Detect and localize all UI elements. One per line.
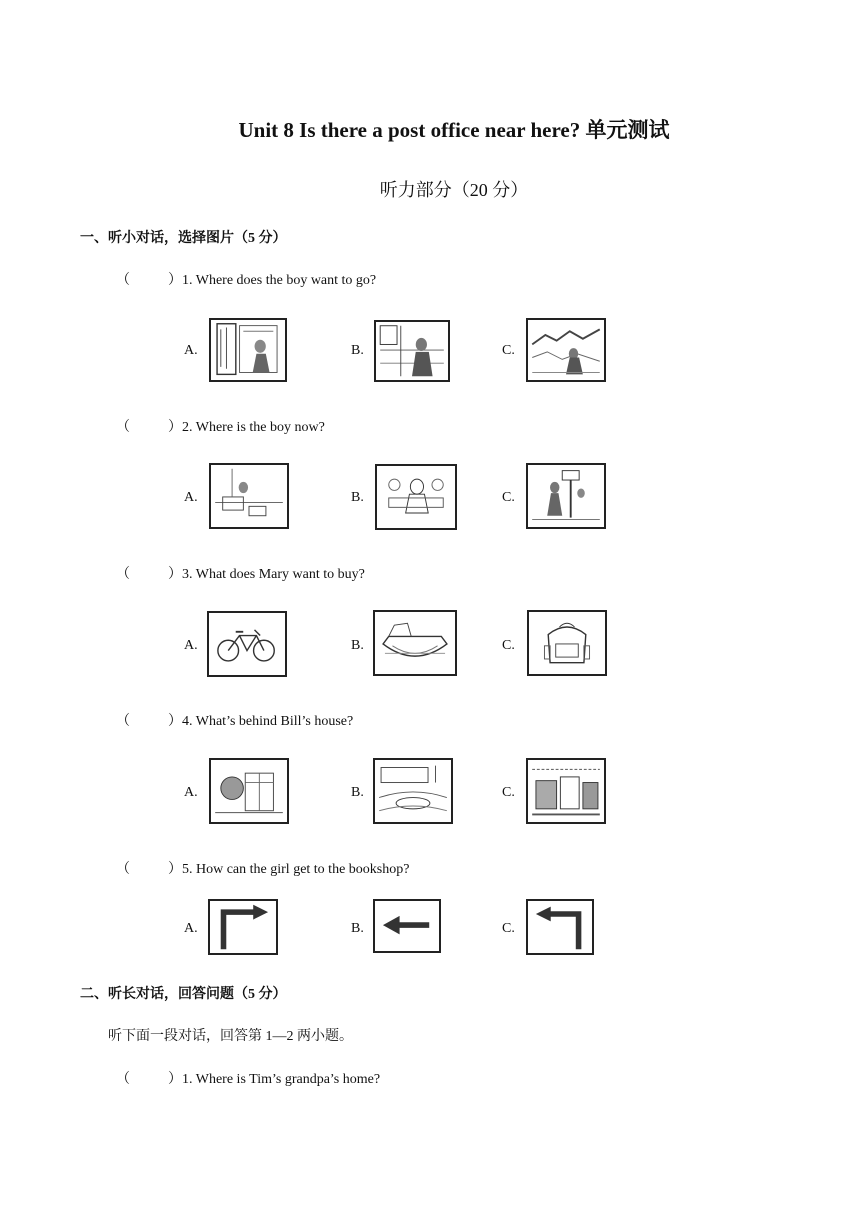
great-wall-scene-icon[interactable] [526,318,606,382]
question-text: 1. Where does the boy want to go? [182,273,377,288]
answer-blank-close: ） [168,862,182,877]
garden-icon[interactable] [209,758,289,824]
answer-blank-open[interactable]: （ [116,862,130,877]
question-4 [116,710,353,730]
question-text: 1. Where is Tim’s grandpa’s home? [182,1072,381,1087]
answer-blank-open[interactable]: （ [116,420,130,435]
page-title: Unit 8 Is there a post office near here? 单元测试 [238,118,670,142]
question-2 [116,416,325,436]
park-scene-icon[interactable] [209,463,289,529]
backpack-icon[interactable] [527,610,607,676]
section2-question-1 [116,1068,380,1088]
option-c-label: C. [502,785,515,800]
street-scene-icon[interactable] [209,318,287,382]
option-a-label: A. [184,343,198,358]
option-c-label: C. [502,921,515,936]
option-b-label: B. [351,921,364,936]
option-c-label: C. [502,638,515,653]
question-text: 3. What does Mary want to buy? [182,567,365,582]
option-c-label: C. [502,490,515,505]
answer-blank-close: ） [168,1072,182,1087]
restaurant-scene-icon[interactable] [375,464,457,530]
answer-blank-open[interactable]: （ [116,714,130,729]
answer-blank-close: ） [168,273,182,288]
option-a-label: A. [184,785,198,800]
question-3 [116,563,365,583]
question-5 [116,858,409,878]
turn-right-arrow-icon[interactable] [208,899,278,955]
option-b-label: B. [351,638,364,653]
option-a-label: A. [184,638,198,653]
option-b-label: B. [351,343,364,358]
street-sign-scene-icon[interactable] [526,463,606,529]
answer-blank-open[interactable]: （ [116,567,130,582]
boat-icon[interactable] [373,610,457,676]
question-text: 4. What’s behind Bill’s house? [182,714,354,729]
option-b-label: B. [351,490,364,505]
section2-instruction: 听下面一段对话，回答第 1—2 两小题。 [108,1029,353,1044]
question-1 [116,269,376,289]
section1-heading: 一、听小对话，选择图片（5 分） [80,231,287,246]
answer-blank-close: ） [168,567,182,582]
option-c-label: C. [502,343,515,358]
section2-heading: 二、听长对话，回答问题（5 分） [80,987,287,1002]
post-office-scene-icon[interactable] [374,320,450,382]
go-left-arrow-icon[interactable] [373,899,441,953]
option-a-label: A. [184,490,198,505]
answer-blank-close: ） [168,420,182,435]
bike-icon[interactable] [207,611,287,677]
answer-blank-open[interactable]: （ [116,1072,130,1087]
answer-blank-open[interactable]: （ [116,273,130,288]
river-icon[interactable] [373,758,453,824]
question-text: 5. How can the girl get to the bookshop? [182,862,410,877]
option-a-label: A. [184,921,198,936]
turn-left-arrow-icon[interactable] [526,899,594,955]
houses-icon[interactable] [526,758,606,824]
question-text: 2. Where is the boy now? [182,420,325,435]
page-subtitle: 听力部分（20 分） [379,180,529,200]
answer-blank-close: ） [168,714,182,729]
option-b-label: B. [351,785,364,800]
